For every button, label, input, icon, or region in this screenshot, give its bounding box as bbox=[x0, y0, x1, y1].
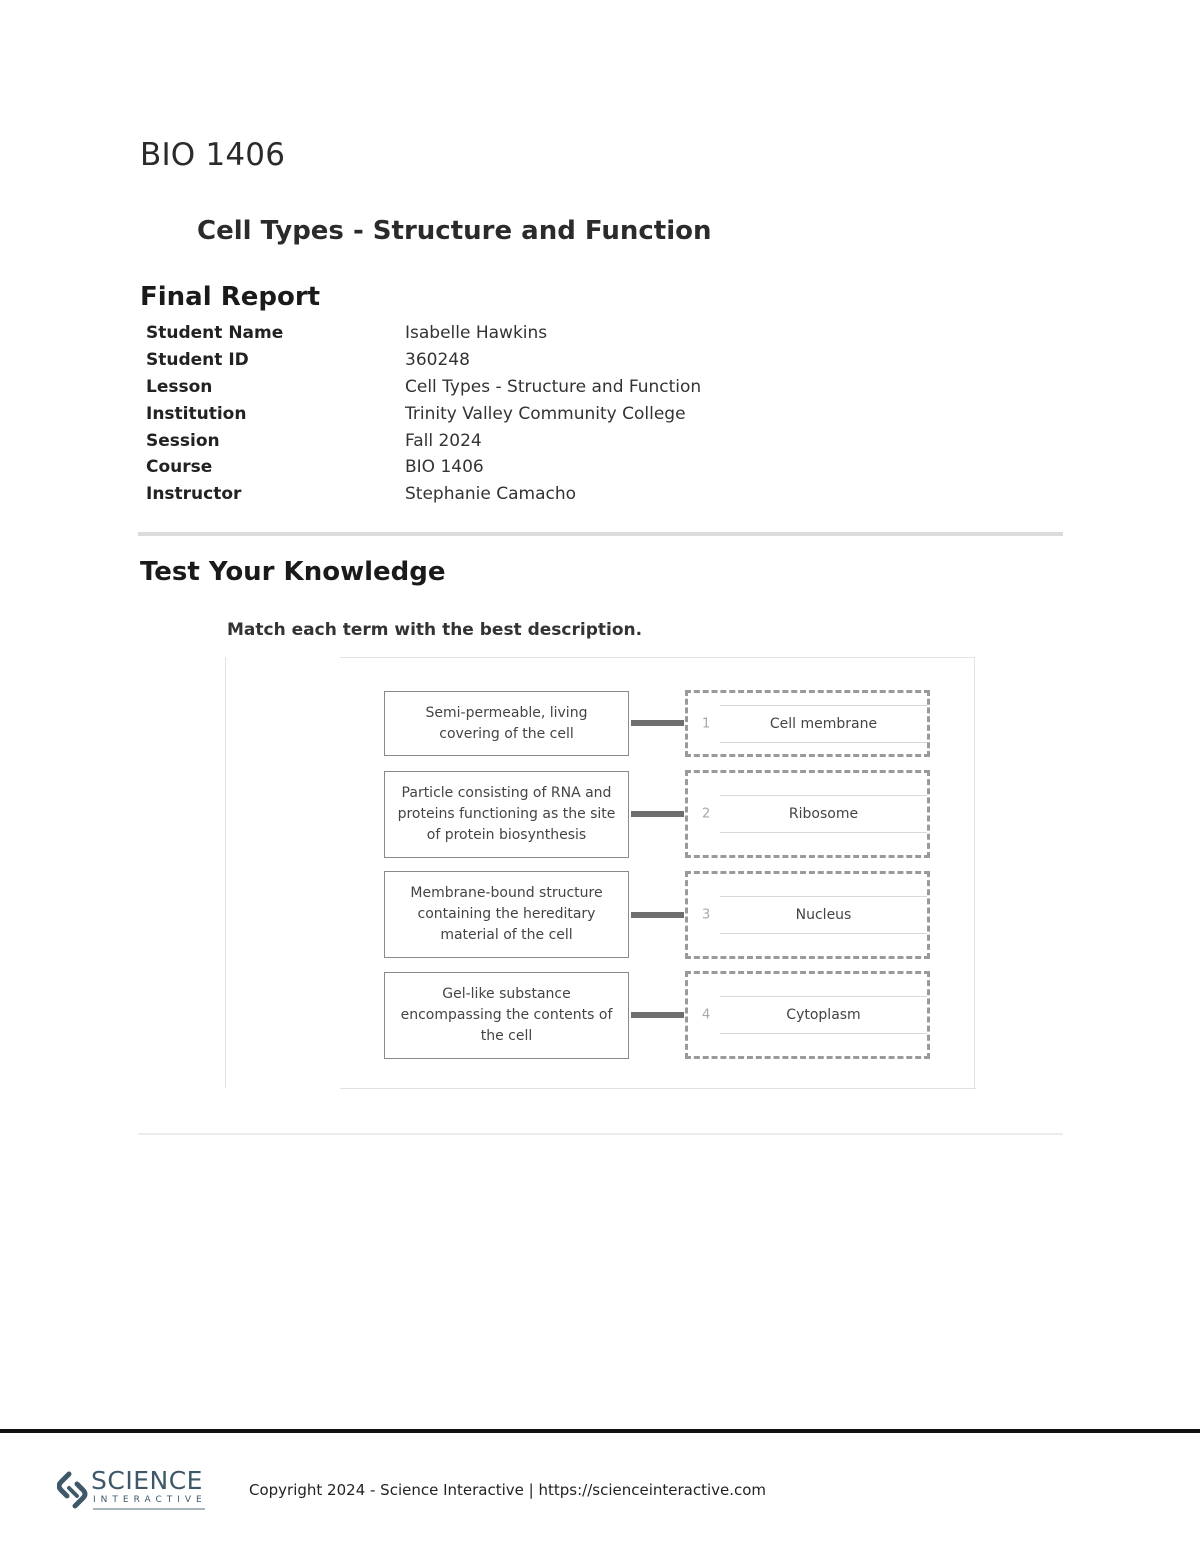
match-connector bbox=[631, 912, 684, 918]
info-row-student-name bbox=[146, 320, 846, 347]
info-label: Student Name bbox=[146, 323, 284, 344]
info-label: Institution bbox=[146, 403, 247, 424]
term-drop-zone[interactable] bbox=[685, 971, 930, 1059]
question-instruction: Match each term with the best description. bbox=[227, 620, 643, 640]
term-drop-zone[interactable] bbox=[685, 871, 930, 959]
info-row-student-id bbox=[146, 347, 846, 374]
info-value: Fall 2024 bbox=[405, 430, 482, 451]
info-label: Student ID bbox=[146, 350, 249, 371]
info-row-course bbox=[146, 454, 846, 481]
term-drop-zone[interactable] bbox=[685, 690, 930, 757]
info-label: Course bbox=[146, 457, 213, 478]
info-value: BIO 1406 bbox=[405, 457, 484, 478]
footer-rule bbox=[0, 1429, 1200, 1433]
section-divider bbox=[138, 532, 1063, 536]
description-box: Semi-permeable, living covering of the cell bbox=[384, 691, 629, 756]
term-number: 4 bbox=[702, 1007, 711, 1023]
match-connector bbox=[631, 811, 684, 817]
info-label: Session bbox=[146, 430, 220, 451]
science-interactive-logo bbox=[57, 1466, 207, 1514]
term-label[interactable]: Ribosome bbox=[720, 795, 927, 833]
match-connector bbox=[631, 1012, 684, 1018]
info-label: Lesson bbox=[146, 376, 213, 397]
term-number: 1 bbox=[702, 716, 711, 731]
final-report-heading: Final Report bbox=[140, 282, 321, 312]
description-box: Particle consisting of RNA and proteins functioning as the site of protein biosynthesis bbox=[384, 771, 629, 858]
info-value: Stephanie Camacho bbox=[405, 484, 577, 505]
logo-wordmark: SCIENCE bbox=[91, 1466, 203, 1495]
course-title: BIO 1406 bbox=[140, 137, 286, 173]
logo-subtitle: INTERACTIVE bbox=[93, 1495, 207, 1505]
info-value: Cell Types - Structure and Function bbox=[405, 376, 702, 397]
test-your-knowledge-heading: Test Your Knowledge bbox=[140, 557, 446, 587]
panel-edge bbox=[226, 656, 340, 659]
copyright-text: Copyright 2024 - Science Interactive | https://scienceinteractive.com bbox=[249, 1481, 767, 1499]
info-row-institution bbox=[146, 400, 846, 427]
panel-edge bbox=[340, 1088, 976, 1089]
term-label[interactable]: Nucleus bbox=[720, 896, 927, 934]
term-number: 2 bbox=[702, 806, 711, 822]
info-row-instructor bbox=[146, 481, 846, 508]
info-value: 360248 bbox=[405, 350, 470, 371]
info-row-session bbox=[146, 427, 846, 454]
info-value: Trinity Valley Community College bbox=[405, 403, 686, 424]
section-divider bbox=[138, 1133, 1063, 1135]
match-connector bbox=[631, 720, 684, 726]
term-number: 3 bbox=[702, 907, 711, 923]
student-info-table bbox=[146, 320, 846, 508]
description-box: Membrane-bound structure containing the hereditary material of the cell bbox=[384, 871, 629, 958]
term-drop-zone[interactable] bbox=[685, 770, 930, 858]
logo-mark-icon bbox=[57, 1470, 89, 1510]
info-row-lesson bbox=[146, 374, 846, 401]
term-label[interactable]: Cytoplasm bbox=[720, 996, 927, 1034]
term-label[interactable]: Cell membrane bbox=[720, 705, 927, 743]
description-box: Gel-like substance encompassing the contents of the cell bbox=[384, 972, 629, 1059]
info-label: Instructor bbox=[146, 484, 242, 505]
info-value: Isabelle Hawkins bbox=[405, 323, 548, 344]
logo-tagline-icon bbox=[93, 1507, 205, 1511]
lesson-title: Cell Types - Structure and Function bbox=[197, 216, 712, 246]
